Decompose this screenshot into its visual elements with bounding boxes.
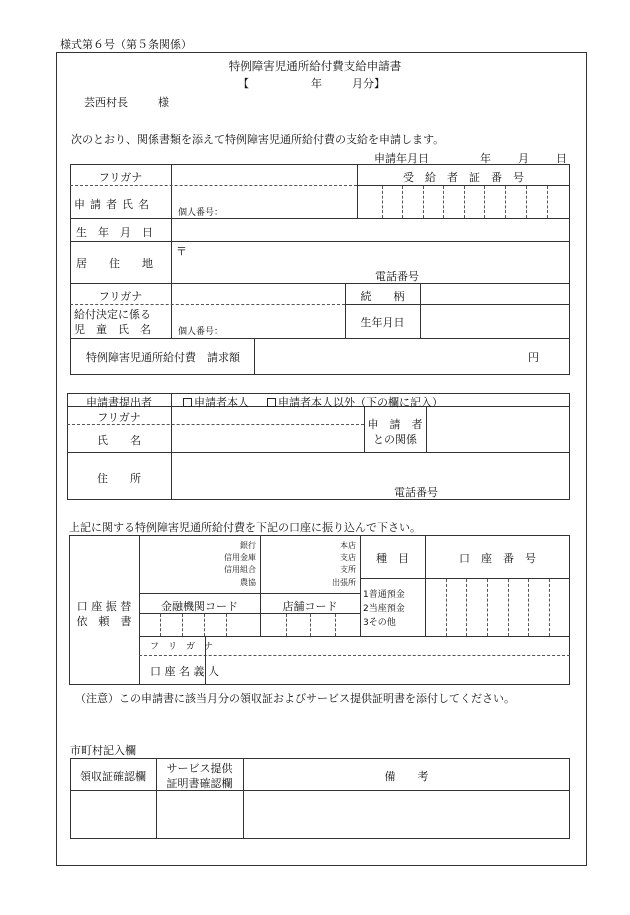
applicant-name-label: 申請者氏名 [74, 198, 154, 211]
period-open-bracket: 【 [238, 77, 249, 90]
claim-unit: 円 [528, 351, 539, 364]
submitter-name-label: 氏 名 [97, 434, 141, 447]
application-date-day: 日 [556, 152, 567, 165]
application-date-year: 年 [480, 152, 491, 165]
relation-line-1: 申 請 者 [367, 418, 423, 431]
period-month-label: 月分】 [352, 77, 385, 90]
submitter-phone-label: 電話番号 [394, 486, 438, 499]
institution-type-0: 銀行 [240, 541, 256, 550]
child-birthdate-label: 生年月日 [360, 316, 405, 329]
branch-type-3: 出張所 [332, 578, 356, 587]
other-checkbox[interactable] [267, 398, 276, 407]
holder-furigana-label: フ リ ガ ナ [150, 642, 214, 652]
child-name-label-2: 児 童 氏 名 [74, 323, 151, 336]
account-type-1: 2当座預金 [363, 604, 405, 614]
account-type-2: 3その他 [363, 618, 396, 628]
form-code: 様式第６号（第５条関係） [60, 38, 192, 51]
submitter-label: 申請書提出者 [86, 396, 152, 409]
institution-type-2: 信用組合 [224, 565, 256, 574]
option-other-text: 申請者本人以外（下の欄に記入） [278, 396, 443, 409]
claim-amount-label: 特例障害児通所給付費 請求額 [86, 351, 240, 364]
service-check-line-2: 証明書確認欄 [166, 777, 233, 790]
intro-text: 次のとおり、関係書類を添えて特例障害児通所給付費の支給を申請します。 [71, 133, 445, 146]
branch-type-2: 支所 [340, 565, 356, 574]
service-check-line-1: サービス提供 [166, 762, 233, 775]
option-self-text: 申請者本人 [194, 396, 249, 409]
branch-code-label: 店舗コード [282, 600, 338, 613]
institution-type-3: 農協 [240, 578, 256, 587]
applicant-personal-no: 個人番号： [178, 208, 224, 218]
cert-number-label: 受 給 者 証 番 号 [403, 171, 524, 184]
account-type-label: 種 目 [376, 552, 409, 565]
relation-line-2: との関係 [373, 433, 417, 446]
self-checkbox[interactable] [183, 398, 192, 407]
remarks-label: 備 考 [384, 770, 429, 783]
transfer-line-1: 口 座 振 替 [76, 600, 132, 613]
form-title: 特例障害児通所給付費支給申請書 [228, 59, 402, 73]
institution-type-1: 信用金庫 [224, 553, 256, 562]
relation-label: 続 柄 [360, 290, 405, 303]
application-date-label: 申請年月日 [374, 152, 429, 165]
applicant-furigana-label: フリガナ [98, 171, 143, 184]
receipt-check-label: 領収証確認欄 [80, 770, 146, 783]
application-date-month: 月 [518, 152, 529, 165]
municipal-section-label: 市町村記入欄 [70, 744, 136, 757]
option-other[interactable] [267, 394, 443, 410]
honorific: 様 [158, 96, 169, 109]
option-self[interactable] [183, 394, 249, 410]
birthdate-label: 生 年 月 日 [76, 226, 153, 239]
address-label: 居 住 地 [76, 257, 153, 270]
attachment-note: （注意）この申請書に該当月分の領収証およびサービス提供証明書を添付してください。 [75, 692, 515, 705]
applicant-phone-label: 電話番号 [375, 270, 419, 283]
submitter-address-label: 住 所 [97, 472, 141, 485]
submitter-furigana-label: フリガナ [97, 411, 141, 424]
holder-label: 口 座 名 義 人 [150, 665, 219, 678]
institution-code-label: 金融機関コード [161, 600, 238, 613]
child-furigana-label: フリガナ [98, 290, 143, 303]
postal-mark: 〒 [176, 245, 187, 258]
mayor-name: 芸西村長 [84, 96, 128, 109]
account-type-0: 1普通預金 [363, 590, 405, 600]
child-personal-no: 個人番号： [178, 327, 224, 337]
account-number-label: 口 座 番 号 [459, 552, 536, 565]
bank-intro: 上記に関する特例障害児通所給付費を下記の口座に振り込んで下さい。 [69, 521, 421, 534]
branch-type-1: 支店 [340, 553, 356, 562]
transfer-line-2: 依 頼 書 [76, 615, 132, 628]
period-year-label: 年 [311, 77, 322, 90]
branch-type-0: 本店 [340, 541, 356, 550]
child-name-label-1: 給付決定に係る [74, 308, 151, 321]
